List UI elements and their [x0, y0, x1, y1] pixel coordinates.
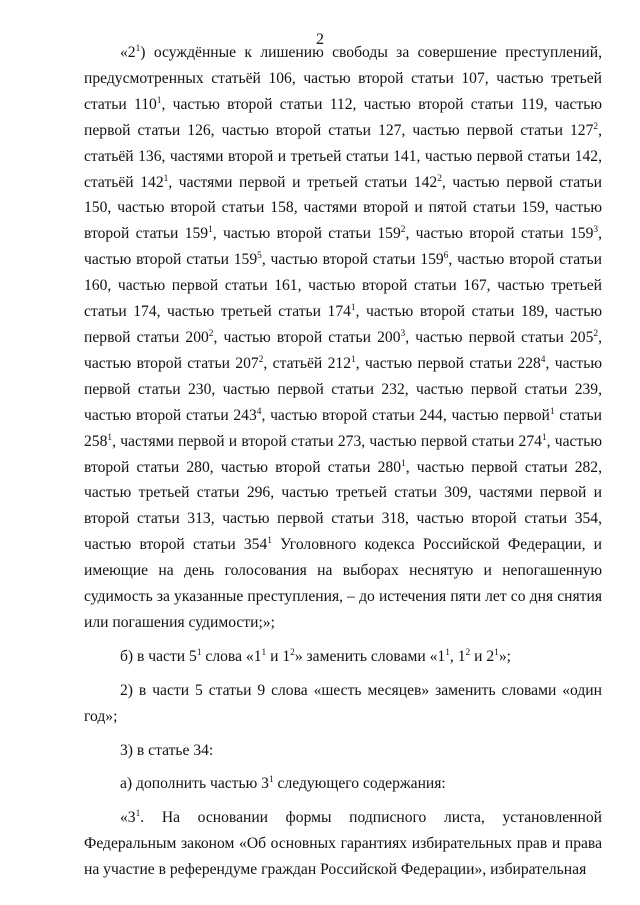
paragraph-item-3: 3) в статье 34: — [120, 741, 214, 759]
document-body — [84, 40, 602, 883]
paragraph-item-b: б) в части $5^1$ слова «$1^1$ и $1^2$» заменить словами «$1^1$, $1^2$ и $2^1$»; — [120, 647, 511, 665]
paragraph-clause-2-1: «$2^1$) осуждённые к лишению свободы за совершение преступлений, предусмотренных статьёй 106, частью второй статьи 107, частью третьей статьи $110^1$, частью второй статьи 112, частью второй статьи 119, частью первой статьи 126, частью второй статьи 127, частью первой статьи $127^2$, статьёй 136, частями второй и третьей статьи 141, частью первой статьи 142, статьёй $142^1$, частями первой и третьей статьи $142^2$, частью первой статьи 150, частью второй статьи 158, частями второй и пятой статьи 159, частью второй статьи $159^1$, частью второй статьи $159^2$, частью второй статьи $159^3$, частью второй статьи $159^5$, частью второй статьи $159^6$, частью второй статьи 160, частью первой статьи 161, частью второй статьи 167, частью третьей статьи 174, частью третьей статьи $174^1$, частью второй статьи 189, частью первой статьи $200^2$, частью второй статьи $200^3$, частью первой статьи $205^2$, частью второй статьи $207^2$, статьёй $212^1$, частью первой статьи $228^4$, частью первой статьи 230, частью первой статьи 232, частью первой статьи 239, частью второй статьи $243^4$, частью второй статьи 244, частью первой$^1$ статьи $258^1$, частями первой и второй статьи 273, частью первой статьи $274^1$, частью второй статьи 280, частью второй статьи $280^1$, частью первой статьи 282, частью третьей статьи 296, частью третьей статьи 309, частями первой и второй статьи 313, частью первой статьи 318, частью второй статьи 354, частью второй статьи $354^1$ Уголовного кодекса Российской Федерации, и имеющие на день голосования на выборах неснятую и непогашенную судимость за указанные преступления, – до истечения пяти лет со дня снятия или погашения судимости;»; — [84, 43, 602, 631]
paragraph-item-a: а) дополнить частью $3^1$ следующего содержания: — [120, 775, 446, 793]
paragraph-item-2: 2) в части 5 статьи 9 слова «шесть месяцев» заменить словами «один год»; — [84, 681, 602, 725]
page-number: 2 — [316, 31, 324, 48]
paragraph-clause-3-1: «$3^1$. На основании формы подписного листа, установленной Федеральным законом «Об основных гарантиях избирательных прав и права на участие в референдуме граждан Российской Федерации», избирательная — [84, 809, 602, 879]
